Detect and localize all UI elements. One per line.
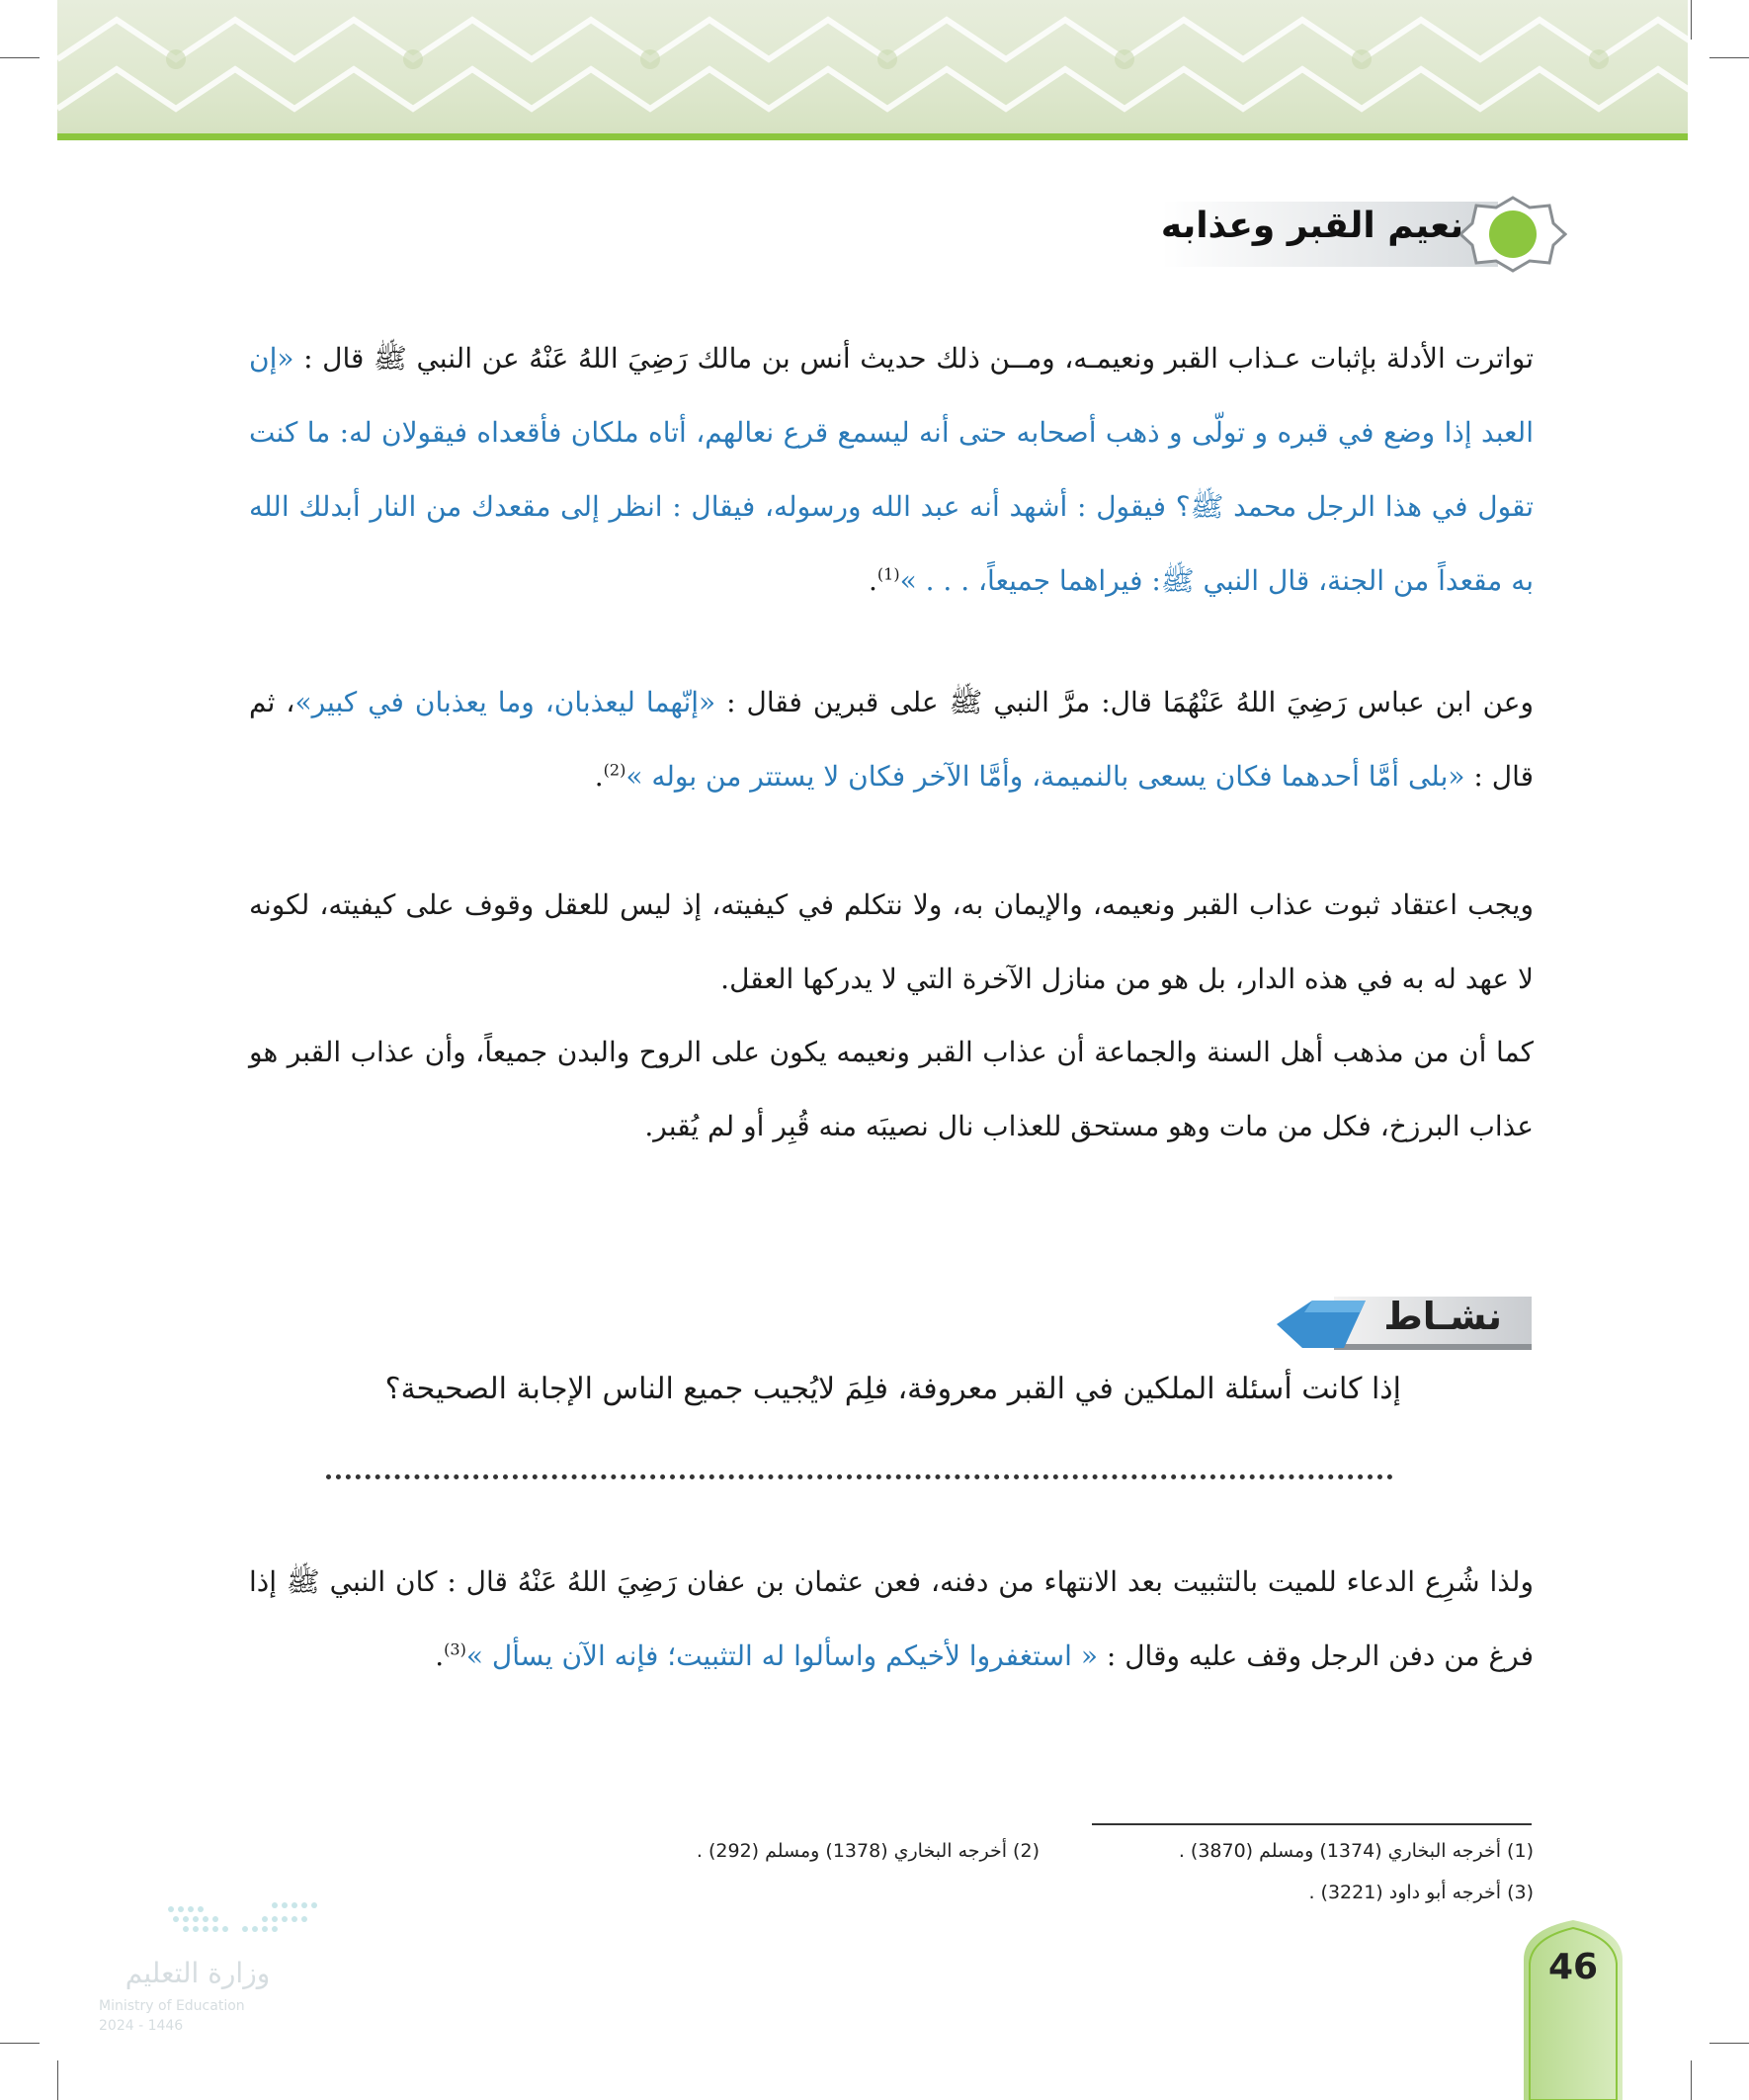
footnote-divider (1092, 1823, 1532, 1825)
crop-mark (0, 57, 40, 58)
hadith-quote-1: «إن العبد إذا وضع في قبره و تولّى و ذهب أصحابه حتى أنه ليسمع قرع نعالهم، أتاه ملكان فأقعداه فيقولان له: ما كنت تقول في هذا الرجل محمد ﷺ؟ فيقول : أشهد أنه عبد الله ورسوله، فيقال : انظر إلى مقعدك من النار أبدلك الله به مقعداً من الجنة، قال النبي ﷺ: فيراهما جميعاً، . . . » (249, 342, 1534, 597)
crop-mark (57, 2060, 58, 2100)
paragraph-2-intro: وعن ابن عباس رَضِيَ اللهُ عَنْهُمَا قال: مرَّ النبي ﷺ على قبرين فقال : (715, 686, 1535, 718)
section-title-box (1162, 196, 1567, 273)
hadith-quote-2a: «إنّهما ليعذبان، وما يعذبان في كبير» (294, 686, 716, 718)
header-ornament (57, 0, 1688, 133)
hadith-quote-5: « استغفروا لأخيكم واسألوا له التثبيت؛ فإنه الآن يسأل » (465, 1639, 1098, 1672)
activity-label-box (1275, 1293, 1534, 1352)
activity-question: إذا كانت أسئلة الملكين في القبر معروفة، فلِمَ لايُجيب جميع الناس الإجابة الصحيحة؟ (384, 1372, 1401, 1406)
crop-mark (0, 2043, 40, 2044)
paragraph-2-end: . (594, 760, 604, 793)
header-divider (57, 133, 1688, 140)
footnote-1: (1) أخرجه البخاري (1374) ومسلم (3870) . (1178, 1840, 1534, 1862)
paragraph-2 (249, 665, 1534, 813)
ministry-name-ar: وزارة التعليم (125, 1957, 271, 1989)
footnote-3: (3) أخرجه أبو داود (3221) . (1308, 1882, 1534, 1903)
answer-line[interactable] (326, 1463, 1393, 1479)
crop-mark (1709, 2043, 1749, 2044)
activity-label: نشـاط (1383, 1295, 1502, 1338)
footnote-ref-3: (3) (444, 1639, 466, 1659)
footnote-ref-1: (1) (876, 564, 900, 584)
page-number: 46 (1547, 1947, 1599, 1987)
paragraph-1 (249, 321, 1534, 618)
footnote-2: (2) أخرجه البخاري (1378) ومسلم (292) . (696, 1840, 1040, 1862)
crop-mark (1691, 0, 1692, 40)
page-title: نعيم القبر وعذابه (1160, 206, 1463, 246)
ministry-name-en: Ministry of Education (99, 1998, 245, 2014)
paragraph-4: كما أن من مذهب أهل السنة والجماعة أن عذاب القبر ونعيمه يكون على الروح والبدن جميعاً، وأن عذاب القبر هو عذاب البرزخ، فكل من مات وهو مستحق للعذاب نال نصيبَه منه قُبِر أو لم يُقبر. (249, 1036, 1534, 1142)
ministry-logo-icon (97, 1895, 334, 1955)
ministry-year: 2024 - 1446 (99, 2018, 184, 2034)
paragraph-2-mid: ، ثم قال : (249, 686, 1534, 793)
footnote-ref-2: (2) (603, 760, 626, 780)
paragraph-5 (249, 1545, 1534, 1693)
paragraph-1-end: . (868, 564, 877, 597)
crop-mark (1691, 2060, 1692, 2100)
crop-mark (1709, 57, 1749, 58)
hadith-quote-2b: «بلى أمَّا أحدهما فكان يسعى بالنميمة، وأمَّا الآخر فكان لا يستتر من بوله » (625, 760, 1465, 793)
paragraph-1-intro: تواترت الأدلة بإثبات عـذاب القبر ونعيمـه، ومــن ذلك حديث أنس بن مالك رَضِيَ اللهُ عَنْهُ عن النبي ﷺ قال : (293, 342, 1534, 375)
header-pattern (57, 0, 1688, 133)
paragraph-5-intro: ولذا شُرِع الدعاء للميت بالتثبيت بعد الانتهاء من دفنه، فعن عثمان بن عفان رَضِيَ اللهُ عَنْهُ قال : كان النبي ﷺ إذا فرغ من دفن الرجل وقف عليه وقال : (249, 1565, 1534, 1672)
paragraph-3: ويجب اعتقاد ثبوت عذاب القبر ونعيمه، والإيمان به، ولا نتكلم في كيفيته، إذ ليس للعقل وقوف على كيفيته، لكونه لا عهد له به في هذه الدار، بل هو من منازل الآخرة التي لا يدركها العقل. (249, 888, 1534, 995)
paragraph-5-end: . (435, 1639, 445, 1672)
